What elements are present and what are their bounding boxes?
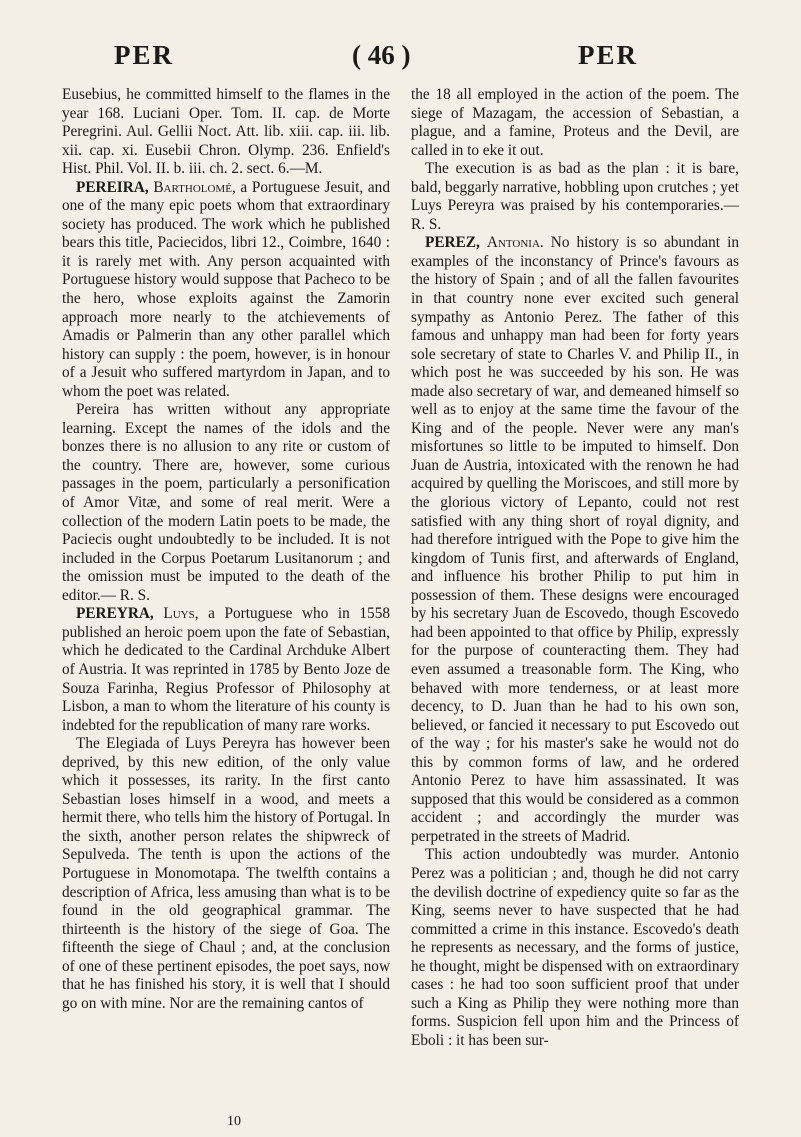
paragraph: This action undoubtedly was murder. Antonio Perez was a politician ; and, though he did not carry the devilish doctrine of expediency quite so far as the King, seems never to have suspected that he had committed a crime in this instance. Escovedo's death he represents as necessary, and the forms of justice, he thought, might be dispensed with on extraordinary cases : he had too soon sufficient proof that under such a King as Philip they were nothing more than forms. Suspicion fell upon him and the Princess of Eboli : it has been sur- bbox=[411, 846, 739, 1049]
page-number: ( 46 ) bbox=[352, 40, 411, 70]
left-column bbox=[62, 86, 390, 1013]
paragraph-peregrinus-end: Eusebius, he committed himself to the flames in the year 168. Luciani Oper. Tom. II. cap. de Morte Peregrini. Aul. Gellii Noct. Att. lib. xiii. cap. iii. lib. xii. cap. xi. Eusebii Chron. Olymp. 236. Enfield's Hist. Phil. Vol. II. b. iii. ch. 2. sect. 6.—M. bbox=[62, 86, 390, 178]
paragraph: Pereira has written without any appropriate learning. Except the names of the idols and the bonzes there is no allusion to any rite or custom of the country. There are, however, some curious passages in the poem, particularly a personification of Amor Vitæ, and some of real merit. Were a collection of the modern Latin poets to be made, the Paciecis ought undoubtedly to be included. It is not included in the Corpus Poetarum Lusitanorum ; and the omission must be imputed to the death of the editor.— R. S. bbox=[62, 401, 390, 604]
entry-headword: PEREYRA, bbox=[76, 605, 164, 623]
entry-text: , a Portuguese who in 1558 published an heroic poem upon the fate of Sebastian, which he dedicated to the Cardinal Archduke Albert of Austria. It was reprinted in 1785 by Bento Joze de Souza Farinha, Regius Professor of Philosophy at Lisbon, a man to whom the literature of his county is indebted for the republication of many rare works. bbox=[62, 605, 390, 734]
header-left-catchword: PER bbox=[114, 40, 174, 70]
signature-mark: 10 bbox=[227, 1114, 241, 1129]
entry-forename: Bartholomé bbox=[153, 178, 232, 196]
paragraph: The Elegiada of Luys Pereyra has however been deprived, by this new edition, of the only value which it possesses, its rarity. In the first canto Sebastian loses himself in a wood, and meets a hermit there, who tells him the history of Portugal. In the sixth, another person relates the shipwreck of Sepulveda. The tenth is upon the actions of the Portuguese in Monomotapa. The twelfth contains a description of Africa, less amusing than what is to be found in the old geographical grammar. The thirteenth is the history of the siege of Goa. The fifteenth the siege of Chaul ; and, at the conclusion of one of these pertinent episodes, the poet says, now that he has finished his story, it is well that I should go on with mine. Nor are the remaining cantos of bbox=[62, 735, 390, 1012]
entry-text: . No history is so abundant in examples of the inconstancy of Prince's favours as the history of Spain ; and of all the fallen favourites in that country none ever excited such general sympathy as Antonio Perez. The father of this famous and unhappy man had been for forty years sole secretary of state to Charles V. and Philip II., in which post he was succeeded by his son. He was made also secretary of war, and demeaned himself so well as to enjoy at the same time the favour of the King and of the people. Never were any man's misfortunes so little to be imputed to himself. Don Juan de Austria, intoxicated with the renown he had acquired by quelling the Moriscoes, and still more by the glorious victory of Lepanto, could not rest satisfied with any thing short of royal dignity, and had therefore intrigued with the Pope to give him the kingdom of Tunis first, and afterwards of England, and influence his brother Philip to put him in possession of them. These designs were encouraged by his secretary Juan de Escovedo, though Escovedo had been appointed to that office by Philip, expressly for the purpose of counteracting them. They had even assumed a treasonable form. The King, who behaved with more tenderness, or at least more decency, to D. Juan than he had to his own son, believed, or fancied it necessary to put Escovedo out of the way ; for his master's sake he would not do this by common forms of law, and he ordered Antonio Perez to have him assassinated. It was supposed that this would be considered as a common accident ; and accordingly the murder was perpetrated in the streets of Madrid. bbox=[411, 234, 740, 845]
entry-text: , a Portuguese Jesuit, and one of the many epic poets whom that extraordinary society has produced. The work which he published bears this title, Paciecidos, libri 12., Coimbre, 1640 : it is rarely met with. Any person acquainted with Portuguese history would suppose that Pacheco to be the hero, whose exploits against the Zamorin approach more nearly to the atchievements of Amadis or Palmerin than any other parallel which history can supply : the poem, however, is in honour of a Jesuit who suffered martyrdom in Japan, and to whom the poet was related. bbox=[62, 178, 390, 400]
paragraph-continued: the 18 all employed in the action of the poem. The siege of Mazagam, the accession of Sebastian, a plague, and a famine, Proteus and the Devil, are called in to eke it out. bbox=[411, 86, 739, 159]
entry-forename: Antonia bbox=[486, 234, 540, 252]
entry-pereira bbox=[62, 179, 390, 402]
entry-perez bbox=[411, 234, 739, 846]
running-header bbox=[0, 40, 801, 74]
header-right-catchword: PER bbox=[578, 40, 638, 70]
entry-pereyra bbox=[62, 605, 390, 735]
entry-headword: PEREZ, bbox=[425, 234, 487, 252]
entry-headword: PEREIRA, bbox=[76, 178, 154, 196]
paragraph: The execution is as bad as the plan : it is bare, bald, beggarly narrative, hobbling upon crutches ; yet Luys Pereyra was praised by his contemporaries.—R. S. bbox=[411, 160, 739, 233]
entry-forename: Luys bbox=[163, 605, 195, 623]
right-column bbox=[411, 86, 739, 1050]
